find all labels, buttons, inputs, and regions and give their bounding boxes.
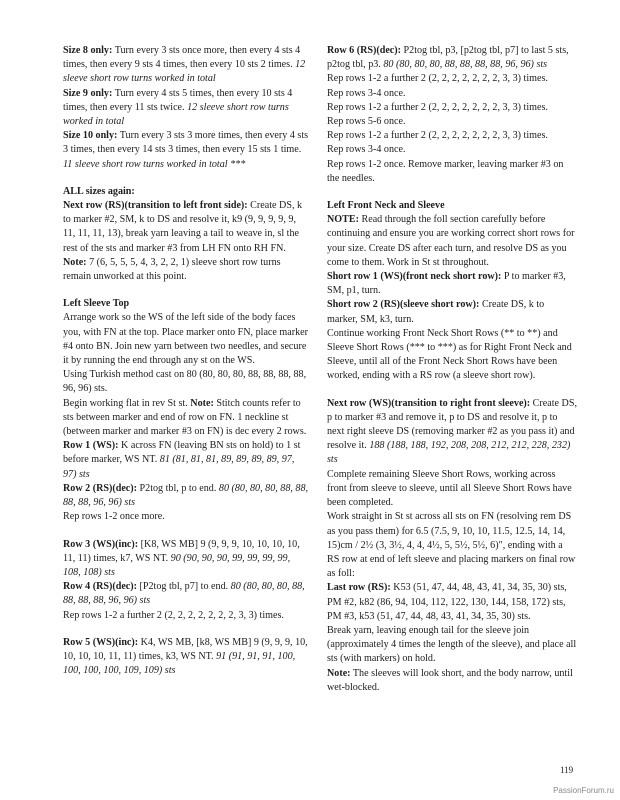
short-row-1-paragraph: Short row 1 (WS)(front neck short row): P to marker #3, SM, p1, turn. <box>327 271 566 297</box>
note-paragraph: Note: The sleeves will look short, and the body narrow, until wet-blocked. <box>327 667 573 693</box>
size10-paragraph: Size 10 only: Turn every 3 sts 3 more times, then every 4 sts 3 times, then every 14 sts 3 times, then every 15 sts 1 time. 11 sleeve short row turns worked in total *** <box>63 130 309 170</box>
repeat-paragraph: Rep rows 1-2 once more. <box>63 511 165 523</box>
page-number: 119 <box>560 765 574 775</box>
size9-paragraph: Size 9 only: Turn every 4 sts 5 times, then every 10 sts 4 times, then every 11 sts twice. 12 sleeve short row turns worked in total <box>63 87 293 128</box>
last-row-paragraph: Last row (RS): K53 (51, 47, 44, 48, 43, 41, 34, 35, 30) sts, PM #2, k82 (86, 94, 104, 112, 122, 130, 144, 158, 172) sts, PM #3, k53 (51, 47, 44, 48, 43, 41, 34, 35, 30) sts. <box>327 582 567 622</box>
begin-flat-paragraph: Begin working flat in rev St st. Note: Stitch counts refer to sts between marker and end of row on FN. 1 neckline st (between marker and marker #3 on FN) is dec every 2 rows. <box>63 397 307 438</box>
continue-paragraph: Continue working Front Neck Short Rows (** to **) and Sleeve Short Rows (*** to ***) as for Right Front Neck and Sleeve, until all of the Front Neck Short Rows have been worked, ending with a RS row (a sleeve short row). <box>327 327 572 382</box>
arrange-paragraph: Arrange work so the WS of the left side of the body faces you, with FN at the top. Place marker onto FN, place marker #4 onto BN. Join new yarn between two needles, and secure it by running the end through any st on the WS. <box>63 312 308 367</box>
repeat-paragraph: Rep rows 3-4 once. <box>327 87 406 99</box>
left-sleeve-top-heading: Left Sleeve Top <box>63 298 130 310</box>
row-6-paragraph: Row 6 (RS)(dec): P2tog tbl, p3, [p2tog tbl, p7] to last 5 sts, p2tog tbl, p3. 80 (80, 80, 80, 88, 88, 88, 88, 96, 96) sts <box>327 45 569 71</box>
break-yarn-paragraph: Break yarn, leaving enough tail for the sleeve join (approximately 4 times the length of the sleeve), and place all sts (with markers) on hold. <box>327 624 577 665</box>
left-column <box>63 44 309 678</box>
complete-paragraph: Complete remaining Sleeve Short Rows, working across front from sleeve to sleeve, until all Sleeve Short Rows have been completed. <box>327 468 572 509</box>
row-5-paragraph: Row 5 (WS)(inc): K4, WS MB, [k8, WS MB] 9 (9, 9, 9, 10, 10, 10, 10, 11, 11) times, k3, WS NT. 91 (91, 91, 91, 100, 100, 100, 100, 109, 109) sts <box>63 636 308 677</box>
row-3-paragraph: Row 3 (WS)(inc): [K8, WS MB] 9 (9, 9, 9, 10, 10, 10, 10, 11, 11) times, k7, WS NT. 90 (90, 90, 90, 99, 99, 99, 99, 108, 108) sts <box>63 538 300 578</box>
repeat-paragraph: Rep rows 1-2 a further 2 (2, 2, 2, 2, 2, 2, 2, 3, 3) times. <box>327 73 548 85</box>
repeat-paragraph: Rep rows 1-2 a further 2 (2, 2, 2, 2, 2, 2, 2, 3, 3) times. <box>63 609 284 621</box>
right-column <box>327 44 577 695</box>
left-front-neck-heading: Left Front Neck and Sleeve <box>327 200 445 212</box>
row-1-paragraph: Row 1 (WS): K across FN (leaving BN sts on hold) to 1 st before marker, WS NT. 81 (81, 81, 81, 89, 89, 89, 89, 97, 97) sts <box>63 440 301 480</box>
row-4-paragraph: Row 4 (RS)(dec): [P2tog tbl, p7] to end. 80 (80, 80, 80, 88, 88, 88, 88, 96, 96) sts <box>63 581 305 607</box>
note-paragraph: NOTE: Read through the foll section carefully before continuing and ensure you are working correct short rows for your size. Create DS after each turn, and resolve DS as you come to them. Work in St st throughout. <box>327 214 575 268</box>
short-row-2-paragraph: Short row 2 (RS)(sleeve short row): Create DS, k to marker, SM, k3, turn. <box>327 299 545 325</box>
work-straight-paragraph: Work straight in St st across all sts on FN (resolving rem DS as you pass them) for 6.5 (7.5, 9, 10, 10, 11.5, 12.5, 14, 14, 15)cm / 2½ (3, 3½, 4, 4, 4½, 5, 5½, 5½, 6)", ending with a RS row at end of left sleeve and placing markers on final row as foll: <box>327 511 576 580</box>
watermark: PassionForum.ru <box>553 786 614 795</box>
repeat-paragraph: Rep rows 1-2 a further 2 (2, 2, 2, 2, 2, 2, 2, 3, 3) times. <box>327 130 548 142</box>
row-2-paragraph: Row 2 (RS)(dec): P2tog tbl, p to end. 80 (80, 80, 80, 88, 88, 88, 88, 96, 96) sts <box>63 482 309 509</box>
repeat-paragraph: Rep rows 1-2 a further 2 (2, 2, 2, 2, 2, 2, 2, 3, 3) times. <box>327 101 548 113</box>
next-row-paragraph: Next row (RS)(transition to left front side): Create DS, k to marker #2, SM, k to DS and resolve it, k9 (9, 9, 9, 9, 9, 11, 11, 11, 13), break yarn leaving a tail to weave in, sl the rest of the sts and marker #3 from LH FN onto RH FN. <box>63 200 303 254</box>
repeat-paragraph: Rep rows 1-2 once. Remove marker, leaving marker #3 on the needles. <box>327 158 564 184</box>
cast-on-paragraph: Using Turkish method cast on 80 (80, 80, 80, 88, 88, 88, 88, 96, 96) sts. <box>63 369 307 395</box>
note-paragraph: Note: 7 (6, 5, 5, 5, 4, 3, 2, 2, 1) sleeve short row turns remain unworked at this point. <box>63 256 281 283</box>
size8-paragraph: Size 8 only: Turn every 3 sts once more, then every 4 sts 4 times, then every 9 sts 4 times, then every 10 sts 2 times. 12 sleeve short row turns worked in total <box>63 45 306 85</box>
repeat-paragraph: Rep rows 3-4 once. <box>327 144 406 156</box>
all-sizes-heading: ALL sizes again: <box>63 185 135 197</box>
next-row-paragraph: Next row (WS)(transition to right front sleeve): Create DS, p to marker #3 and remove it, p to DS and resolve it, p to next right sleeve DS (removing marker #2 as you pass it) and resolve it. 188 (188, 188, 192, 208, 208, 212, 212, 228, 232) sts <box>327 397 577 466</box>
repeat-paragraph: Rep rows 5-6 once. <box>327 116 406 128</box>
